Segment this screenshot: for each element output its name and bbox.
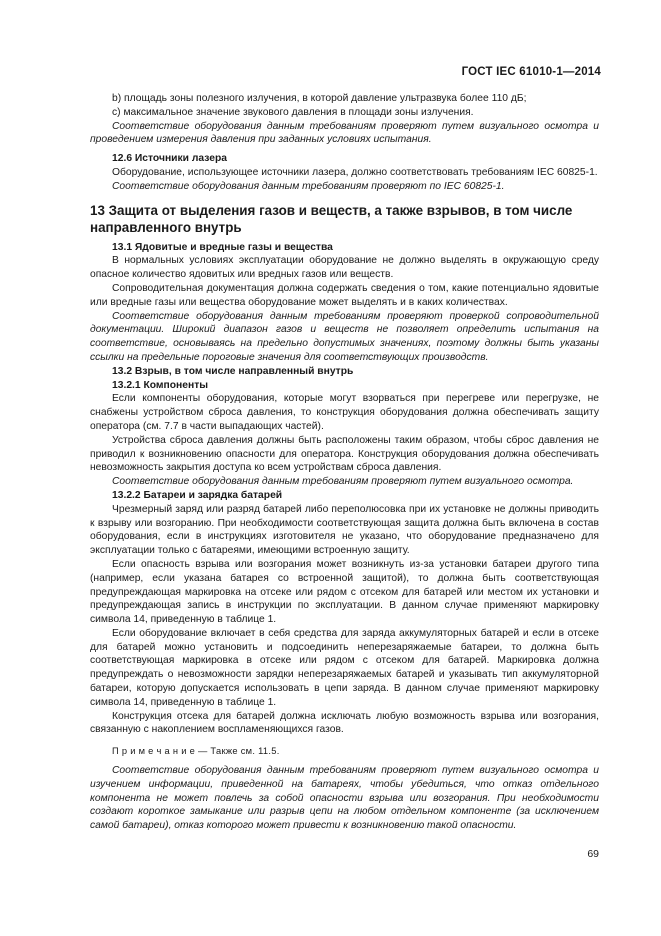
paragraph: b) площадь зоны полезного излучения, в которой давление ультразвука более 110 дБ; <box>112 93 527 104</box>
page-body <box>90 92 599 833</box>
section-heading: 13 Защита от выделения газов и веществ, а также взрывов, в том числе направленного внутрь <box>90 202 573 235</box>
subsection-heading: 13.2.2 Батареи и зарядка батарей <box>112 489 283 501</box>
paragraph: В нормальных условиях эксплуатации оборудование не должно выделять в окружающую среду опасное количество ядовитых или вредных газов или веществ. <box>90 255 599 281</box>
document-code: ГОСТ IEC 61010-1—2014 <box>461 66 601 78</box>
compliance-statement: Соответствие оборудования данным требованиям проверяют по IEC 60825-1. <box>112 180 505 192</box>
subsection-heading: 13.1 Ядовитые и вредные газы и вещества <box>112 241 333 253</box>
paragraph: Сопроводительная документация должна содержать сведения о том, какие потенциально ядовитые или вредные газы или вещества оборудование может выделять и в каких количествах. <box>90 282 599 308</box>
paragraph: Чрезмерный заряд или разряд батарей либо переполюсовка при их установке не должны приводить к взрыву или возгоранию. При необходимости соответствующая защита должна быть включена в состав оборудования, если в инструкциях изготовителя не указано, что оборудование предназначено для эксплуатации только с батареями, имеющими встроенную защиту. <box>90 503 599 557</box>
paragraph: Если оборудование включает в себя средства для заряда аккумуляторных батарей и если в отсеке для батарей можно установить и подсоединить неперезаряжаемые батареи, то должна быть соответствующая маркировка в отсеке или рядом с отсеком для батарей. Маркировка должна предупреждать о невозможности зарядки неперезаряжаемых батарей и указывать тип аккумуляторной батареи, которую допускается использовать в цепи заряда. В данном случае применяют маркировку символа 14, приведенную в таблице 1. <box>90 627 599 708</box>
subsection-heading: 12.6 Источники лазера <box>112 153 227 165</box>
compliance-statement: Соответствие оборудования данным требованиям проверяют путем визуального осмотра и изучением информации, приведенной на батареях, чтобы убедиться, что отказ отдельного компонента не может повлечь за собой опасности взрыва или возгорания. При необходимости создают короткое замыкание или разрыв цепи на любом отдельном компоненте (за исключением самой батареи), отказ которого может привести к возникновению такой опасности. <box>90 765 599 832</box>
page-number: 69 <box>587 848 599 860</box>
paragraph: Оборудование, использующее источники лазера, должно соответствовать требованиям IEC 60825-1. <box>112 166 598 178</box>
compliance-statement: Соответствие оборудования данным требованиям проверяют проверкой сопроводительной документации. Широкий диапазон газов и веществ не позволяет определить испытания на соответствие, основываясь на предельно допустимых значениях, поэтому должны быть указаны ссылки на предельные пороговые значения для соответствующих производств. <box>90 310 599 363</box>
paragraph: Если опасность взрыва или возгорания может возникнуть из-за установки батареи другого типа (например, если указана батарея со встроенной защитой), то должна быть соответствующая предупреждающая маркировка на отсеке или рядом с отсеком для батарей или местом их установки и предупреждающая запись в инструкции по эксплуатации. В данном случае применяют маркировку символа 14, приведенную в таблице 1. <box>90 558 599 626</box>
compliance-statement: Соответствие оборудования данным требованиям проверяют путем визуального осмотра. <box>112 476 574 488</box>
spacer <box>90 194 599 202</box>
paragraph: Устройства сброса давления должны быть расположены таким образом, чтобы сброс давления не приводил к возникновению опасности для оператора. Конструкция оборудования должна обеспечивать невозможность закрытия доступа ко всем устройствам сброса давления. <box>90 434 599 474</box>
paragraph: Если компоненты оборудования, которые могут взорваться при перегреве или перегрузке, не снабжены устройством сброса давления, то конструкция оборудования должна обеспечивать защиту оператора (см. 7.7 в части выпадающих частей). <box>90 393 599 432</box>
compliance-statement: Соответствие оборудования данным требованиям проверяют путем визуального осмотра и проведением измерения давления при заданных условиях испытания. <box>90 120 599 146</box>
paragraph: Конструкция отсека для батарей должна исключать любую возможность взрыва или возгорания, связанную с накоплением воспламеняющихся газов. <box>90 710 599 736</box>
subsection-heading: 13.2 Взрыв, в том числе направленный внутрь <box>112 365 354 377</box>
note: П р и м е ч а н и е — Также см. 11.5. <box>112 746 280 757</box>
spacer <box>90 737 599 745</box>
subsection-heading: 13.2.1 Компоненты <box>112 379 209 391</box>
paragraph: c) максимальное значение звукового давления в площади зоны излучения. <box>112 106 474 118</box>
